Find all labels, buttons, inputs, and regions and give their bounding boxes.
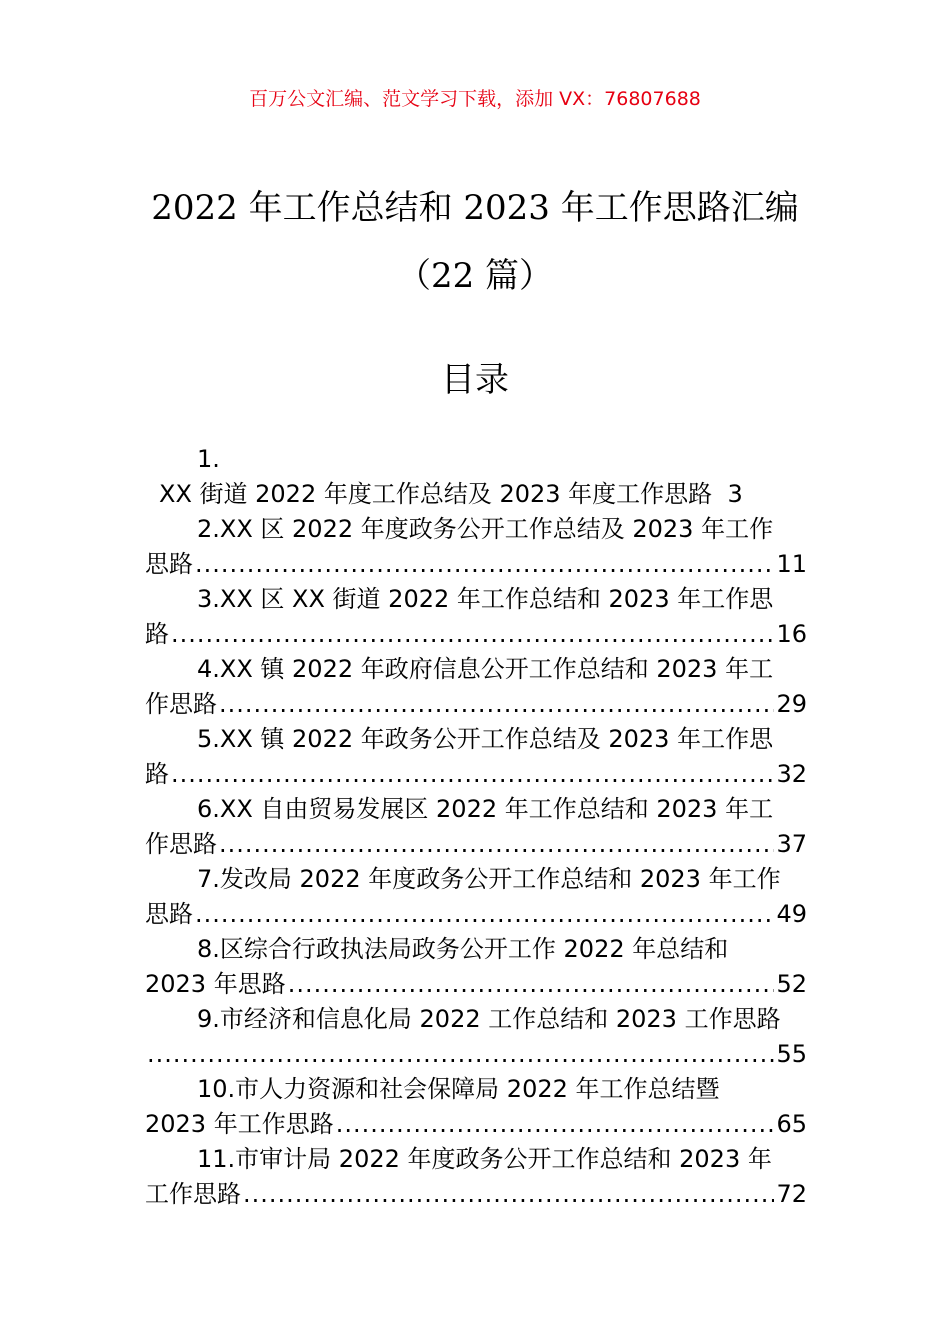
toc-entry-title: 5.XX 镇 2022 年政务公开工作总结及 2023 年工作思 xyxy=(197,725,774,753)
toc-entry[interactable] xyxy=(145,582,807,652)
toc-entry-continuation xyxy=(145,897,807,932)
toc-entry-page: 65 xyxy=(776,1110,807,1138)
toc-heading: 目录 xyxy=(441,360,509,400)
toc-entry-continuation xyxy=(145,827,807,862)
toc-entry-title-cont: 工作思路 xyxy=(145,1180,241,1208)
toc-entry[interactable] xyxy=(145,512,807,582)
toc-entry-title-cont: 路 xyxy=(145,760,169,788)
toc-entry-page: 52 xyxy=(776,970,807,998)
toc-entry-continuation xyxy=(145,757,807,792)
toc-entry[interactable] xyxy=(145,792,807,862)
dot-leader xyxy=(336,1107,775,1142)
toc-entry-title-cont: 思路 xyxy=(145,550,193,578)
dot-leader xyxy=(195,547,774,582)
toc-entry[interactable] xyxy=(145,862,807,932)
toc-entry-title-cont: 思路 xyxy=(145,900,193,928)
toc-entry-title-cont: 2023 年思路 xyxy=(145,970,286,998)
toc-entry[interactable] xyxy=(145,1072,807,1142)
toc-entry-page: 55 xyxy=(776,1040,807,1068)
watermark-banner: 百万公文汇编、范文学习下载，添加 VX：76807688 xyxy=(249,88,701,110)
toc-entry-continuation xyxy=(145,547,807,582)
toc-entry-title: 3.XX 区 XX 街道 2022 年工作总结和 2023 年工作思 xyxy=(197,585,774,613)
toc-entry-continuation xyxy=(145,1037,807,1072)
toc-entry-title: 10.市人力资源和社会保障局 2022 年工作总结暨 xyxy=(197,1075,720,1103)
toc-entry-continuation xyxy=(145,967,807,1002)
toc-entry-page: 16 xyxy=(776,620,807,648)
toc-entry[interactable] xyxy=(145,1142,807,1212)
toc-entry-continuation xyxy=(145,687,807,722)
toc-entry-title: 9.市经济和信息化局 2022 工作总结和 2023 工作思路 xyxy=(197,1005,781,1033)
toc-entry-title: 4.XX 镇 2022 年政府信息公开工作总结和 2023 年工 xyxy=(197,655,774,683)
document-title: 2022 年工作总结和 2023 年工作思路汇编 xyxy=(151,188,799,228)
toc-entry-title-cont: 路 xyxy=(145,620,169,648)
toc-entry-title: XX 街道 2022 年度工作总结及 2023 年度工作思路 xyxy=(159,480,713,508)
toc-entry-title: 11.市审计局 2022 年度政务公开工作总结和 2023 年 xyxy=(197,1145,772,1173)
toc-entry-continuation xyxy=(145,1177,807,1212)
toc-entry-page: 32 xyxy=(776,760,807,788)
toc-entry[interactable] xyxy=(145,652,807,722)
toc-entry-title-cont: 作思路 xyxy=(145,830,217,858)
toc-entry[interactable] xyxy=(145,1002,807,1072)
toc-entry[interactable] xyxy=(145,932,807,1002)
toc-entry-title-cont: 作思路 xyxy=(145,690,217,718)
dot-leader xyxy=(219,687,774,722)
dot-leader xyxy=(147,1037,774,1072)
toc-entry-title: 7.发改局 2022 年度政务公开工作总结和 2023 年工作 xyxy=(197,865,781,893)
toc-entry-page: 11 xyxy=(776,550,807,578)
dot-leader xyxy=(288,967,775,1002)
table-of-contents xyxy=(145,442,807,1212)
toc-list xyxy=(145,512,807,1212)
document-subtitle: （22 篇） xyxy=(396,256,554,296)
toc-entry-first[interactable] xyxy=(145,477,807,512)
dot-leader xyxy=(171,617,774,652)
dot-leader xyxy=(195,897,774,932)
toc-entry-title: 8.区综合行政执法局政务公开工作 2022 年总结和 xyxy=(197,935,729,963)
dot-leader xyxy=(243,1177,774,1212)
toc-entry-page: 37 xyxy=(776,830,807,858)
toc-entry-page: 29 xyxy=(776,690,807,718)
toc-entry-page: 3 xyxy=(727,480,743,508)
toc-entry-page: 72 xyxy=(776,1180,807,1208)
toc-entry-number: 1. xyxy=(197,445,220,473)
toc-entry-title: 6.XX 自由贸易发展区 2022 年工作总结和 2023 年工 xyxy=(197,795,774,823)
dot-leader xyxy=(219,827,774,862)
toc-entry-continuation xyxy=(145,617,807,652)
toc-entry-continuation xyxy=(145,1107,807,1142)
toc-entry-title-cont: 2023 年工作思路 xyxy=(145,1110,334,1138)
toc-entry-title: 2.XX 区 2022 年度政务公开工作总结及 2023 年工作 xyxy=(197,515,774,543)
toc-entry[interactable] xyxy=(145,722,807,792)
toc-entry-page: 49 xyxy=(776,900,807,928)
dot-leader xyxy=(171,757,774,792)
